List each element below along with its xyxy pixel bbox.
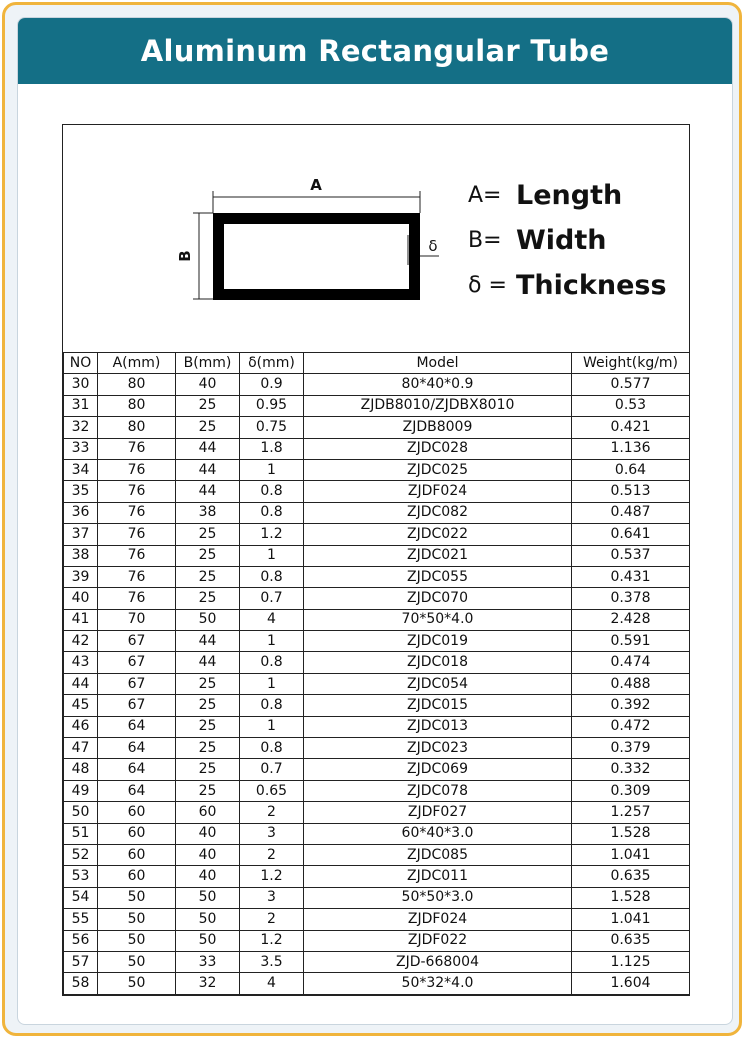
- cell-a: 76: [98, 545, 176, 566]
- table-row: [64, 566, 690, 587]
- cell-a: 67: [98, 631, 176, 652]
- header-a: A(mm): [98, 353, 176, 374]
- table-row: [64, 780, 690, 801]
- cell-weight: 2.428: [572, 609, 690, 630]
- cell-a: 64: [98, 738, 176, 759]
- cell-no: 40: [64, 588, 98, 609]
- header-no: NO: [64, 353, 98, 374]
- cell-model: ZJDC015: [304, 695, 572, 716]
- cell-weight: 0.379: [572, 738, 690, 759]
- title-banner: [18, 18, 732, 84]
- cell-delta: 1: [240, 459, 304, 480]
- legend-length: [468, 173, 667, 218]
- cell-a: 50: [98, 887, 176, 908]
- cell-no: 31: [64, 395, 98, 416]
- cell-no: 36: [64, 502, 98, 523]
- page-title: Aluminum Rectangular Tube: [140, 34, 610, 68]
- cell-delta: 3: [240, 823, 304, 844]
- cell-a: 67: [98, 652, 176, 673]
- cell-weight: 0.488: [572, 673, 690, 694]
- cell-model: ZJDC070: [304, 588, 572, 609]
- cell-no: 38: [64, 545, 98, 566]
- cell-a: 76: [98, 566, 176, 587]
- cell-no: 43: [64, 652, 98, 673]
- legend-width: [468, 218, 667, 263]
- table-row: [64, 973, 690, 994]
- cell-delta: 1: [240, 716, 304, 737]
- cell-delta: 1.2: [240, 930, 304, 951]
- cell-weight: 0.431: [572, 566, 690, 587]
- cell-b: 50: [176, 887, 240, 908]
- cell-weight: 0.577: [572, 374, 690, 395]
- cell-weight: 1.136: [572, 438, 690, 459]
- cell-weight: 0.635: [572, 866, 690, 887]
- cell-a: 64: [98, 716, 176, 737]
- cell-weight: 0.309: [572, 780, 690, 801]
- cell-a: 67: [98, 673, 176, 694]
- cell-model: 70*50*4.0: [304, 609, 572, 630]
- cell-model: ZJDC022: [304, 524, 572, 545]
- legend-word: Thickness: [516, 270, 667, 301]
- cell-no: 49: [64, 780, 98, 801]
- cell-b: 25: [176, 738, 240, 759]
- cell-model: ZJDC013: [304, 716, 572, 737]
- cell-b: 25: [176, 524, 240, 545]
- cell-delta: 2: [240, 802, 304, 823]
- legend-word: Width: [516, 225, 607, 256]
- cell-b: 25: [176, 673, 240, 694]
- cell-a: 80: [98, 417, 176, 438]
- cell-weight: 0.591: [572, 631, 690, 652]
- label-b: B: [176, 250, 194, 262]
- content-card: [17, 17, 733, 1025]
- page-frame: [2, 2, 742, 1036]
- cell-a: 76: [98, 524, 176, 545]
- cell-no: 46: [64, 716, 98, 737]
- cell-no: 54: [64, 887, 98, 908]
- cell-no: 45: [64, 695, 98, 716]
- cell-model: ZJDC023: [304, 738, 572, 759]
- cell-delta: 0.75: [240, 417, 304, 438]
- cell-b: 40: [176, 823, 240, 844]
- table-row: [64, 438, 690, 459]
- cell-no: 41: [64, 609, 98, 630]
- cell-model: ZJDC028: [304, 438, 572, 459]
- cell-b: 60: [176, 802, 240, 823]
- cell-delta: 0.65: [240, 780, 304, 801]
- cell-weight: 0.392: [572, 695, 690, 716]
- cell-no: 52: [64, 844, 98, 865]
- legend-symbol: δ =: [468, 273, 507, 298]
- label-a: A: [310, 176, 322, 194]
- cell-no: 51: [64, 823, 98, 844]
- cell-model: ZJDF024: [304, 909, 572, 930]
- cell-weight: 0.53: [572, 395, 690, 416]
- legend-thickness: [468, 263, 667, 308]
- cell-delta: 0.7: [240, 588, 304, 609]
- cell-weight: 0.641: [572, 524, 690, 545]
- cell-delta: 0.8: [240, 502, 304, 523]
- header-model: Model: [304, 353, 572, 374]
- cell-a: 76: [98, 459, 176, 480]
- spec-sheet: [62, 124, 690, 996]
- cross-section-diagram: [63, 125, 689, 350]
- cell-no: 47: [64, 738, 98, 759]
- cell-a: 50: [98, 909, 176, 930]
- cell-b: 25: [176, 588, 240, 609]
- cell-delta: 1: [240, 631, 304, 652]
- cell-model: ZJDC069: [304, 759, 572, 780]
- cell-a: 80: [98, 374, 176, 395]
- header-weight: Weight(kg/m): [572, 353, 690, 374]
- cell-no: 55: [64, 909, 98, 930]
- cell-weight: 0.378: [572, 588, 690, 609]
- cell-model: ZJDC078: [304, 780, 572, 801]
- spec-table: [63, 352, 690, 995]
- cell-weight: 1.041: [572, 844, 690, 865]
- cell-a: 60: [98, 802, 176, 823]
- cell-weight: 1.604: [572, 973, 690, 994]
- cell-a: 67: [98, 695, 176, 716]
- cell-weight: 1.125: [572, 951, 690, 972]
- cell-model: ZJDC021: [304, 545, 572, 566]
- cell-model: ZJDC055: [304, 566, 572, 587]
- cell-weight: 0.472: [572, 716, 690, 737]
- cell-delta: 1: [240, 545, 304, 566]
- cell-delta: 3.5: [240, 951, 304, 972]
- cell-no: 56: [64, 930, 98, 951]
- cell-weight: 0.332: [572, 759, 690, 780]
- cell-weight: 0.513: [572, 481, 690, 502]
- cell-model: ZJDC082: [304, 502, 572, 523]
- cell-model: 50*50*3.0: [304, 887, 572, 908]
- cell-weight: 0.487: [572, 502, 690, 523]
- cell-weight: 0.64: [572, 459, 690, 480]
- table-row: [64, 802, 690, 823]
- cell-a: 60: [98, 844, 176, 865]
- cell-delta: 1.8: [240, 438, 304, 459]
- cell-model: ZJDC019: [304, 631, 572, 652]
- cell-b: 25: [176, 395, 240, 416]
- cell-delta: 4: [240, 609, 304, 630]
- cell-delta: 1.2: [240, 866, 304, 887]
- cell-delta: 0.8: [240, 566, 304, 587]
- table-row: [64, 481, 690, 502]
- cell-b: 44: [176, 652, 240, 673]
- cell-model: 80*40*0.9: [304, 374, 572, 395]
- cell-b: 25: [176, 417, 240, 438]
- legend-symbol: A=: [468, 183, 502, 208]
- cell-a: 50: [98, 951, 176, 972]
- table-row: [64, 866, 690, 887]
- cell-a: 76: [98, 438, 176, 459]
- cell-model: ZJDF027: [304, 802, 572, 823]
- cell-weight: 1.528: [572, 887, 690, 908]
- cell-model: ZJDB8009: [304, 417, 572, 438]
- cell-b: 50: [176, 930, 240, 951]
- table-row: [64, 930, 690, 951]
- table-row: [64, 695, 690, 716]
- cell-b: 40: [176, 844, 240, 865]
- cell-b: 44: [176, 438, 240, 459]
- cell-model: ZJDB8010/ZJDBX8010: [304, 395, 572, 416]
- table-row: [64, 631, 690, 652]
- table-body: [64, 374, 690, 994]
- cell-no: 35: [64, 481, 98, 502]
- cell-b: 33: [176, 951, 240, 972]
- cell-no: 33: [64, 438, 98, 459]
- cell-model: ZJDF024: [304, 481, 572, 502]
- cell-delta: 0.9: [240, 374, 304, 395]
- cell-no: 57: [64, 951, 98, 972]
- table-row: [64, 609, 690, 630]
- cell-weight: 0.421: [572, 417, 690, 438]
- cell-b: 40: [176, 866, 240, 887]
- cell-a: 60: [98, 823, 176, 844]
- cell-b: 44: [176, 481, 240, 502]
- table-row: [64, 374, 690, 395]
- cell-no: 53: [64, 866, 98, 887]
- table-row: [64, 823, 690, 844]
- cell-delta: 0.8: [240, 738, 304, 759]
- label-delta: δ: [428, 237, 438, 255]
- cell-delta: 1: [240, 673, 304, 694]
- table-row: [64, 459, 690, 480]
- cell-no: 30: [64, 374, 98, 395]
- cell-b: 32: [176, 973, 240, 994]
- cell-b: 50: [176, 609, 240, 630]
- cell-no: 50: [64, 802, 98, 823]
- dimension-legend: [468, 173, 667, 308]
- table-row: [64, 844, 690, 865]
- cell-delta: 4: [240, 973, 304, 994]
- table-row: [64, 502, 690, 523]
- table-header-row: [64, 353, 690, 374]
- cell-weight: 1.528: [572, 823, 690, 844]
- cell-a: 50: [98, 930, 176, 951]
- cell-b: 25: [176, 695, 240, 716]
- cell-no: 34: [64, 459, 98, 480]
- cell-a: 76: [98, 481, 176, 502]
- table-row: [64, 652, 690, 673]
- cell-a: 76: [98, 502, 176, 523]
- cell-b: 25: [176, 780, 240, 801]
- cell-b: 25: [176, 545, 240, 566]
- cell-model: ZJDC054: [304, 673, 572, 694]
- cell-model: ZJDC011: [304, 866, 572, 887]
- cell-no: 48: [64, 759, 98, 780]
- header-delta: δ(mm): [240, 353, 304, 374]
- cell-a: 80: [98, 395, 176, 416]
- cell-weight: 0.474: [572, 652, 690, 673]
- table-row: [64, 395, 690, 416]
- cell-delta: 2: [240, 909, 304, 930]
- legend-word: Length: [516, 180, 623, 211]
- cell-a: 50: [98, 973, 176, 994]
- cell-delta: 0.8: [240, 481, 304, 502]
- cell-delta: 0.8: [240, 695, 304, 716]
- cell-b: 44: [176, 459, 240, 480]
- cell-no: 58: [64, 973, 98, 994]
- cell-a: 60: [98, 866, 176, 887]
- cell-b: 50: [176, 909, 240, 930]
- cell-weight: 1.041: [572, 909, 690, 930]
- cell-b: 38: [176, 502, 240, 523]
- cell-delta: 0.8: [240, 652, 304, 673]
- cell-a: 64: [98, 780, 176, 801]
- legend-symbol: B=: [468, 228, 502, 253]
- cell-delta: 1.2: [240, 524, 304, 545]
- cell-no: 32: [64, 417, 98, 438]
- table-row: [64, 951, 690, 972]
- cell-delta: 3: [240, 887, 304, 908]
- cell-delta: 0.7: [240, 759, 304, 780]
- cell-a: 76: [98, 588, 176, 609]
- cell-weight: 0.537: [572, 545, 690, 566]
- table-row: [64, 759, 690, 780]
- table-row: [64, 588, 690, 609]
- tube-section-shape: [219, 219, 415, 295]
- cell-weight: 0.635: [572, 930, 690, 951]
- cell-b: 25: [176, 566, 240, 587]
- cell-model: ZJDC085: [304, 844, 572, 865]
- cell-no: 39: [64, 566, 98, 587]
- table-row: [64, 524, 690, 545]
- table-row: [64, 738, 690, 759]
- cell-no: 44: [64, 673, 98, 694]
- cell-b: 25: [176, 759, 240, 780]
- cell-weight: 1.257: [572, 802, 690, 823]
- cell-model: ZJDF022: [304, 930, 572, 951]
- cell-model: ZJD-668004: [304, 951, 572, 972]
- cell-b: 40: [176, 374, 240, 395]
- table-row: [64, 716, 690, 737]
- cell-no: 37: [64, 524, 98, 545]
- cell-a: 70: [98, 609, 176, 630]
- cell-model: 50*32*4.0: [304, 973, 572, 994]
- table-row: [64, 673, 690, 694]
- cell-no: 42: [64, 631, 98, 652]
- table-row: [64, 909, 690, 930]
- cell-model: 60*40*3.0: [304, 823, 572, 844]
- cell-model: ZJDC025: [304, 459, 572, 480]
- cell-b: 25: [176, 716, 240, 737]
- cell-delta: 0.95: [240, 395, 304, 416]
- header-b: B(mm): [176, 353, 240, 374]
- table-row: [64, 887, 690, 908]
- table-row: [64, 417, 690, 438]
- cell-b: 44: [176, 631, 240, 652]
- cell-a: 64: [98, 759, 176, 780]
- cell-model: ZJDC018: [304, 652, 572, 673]
- table-row: [64, 545, 690, 566]
- cell-delta: 2: [240, 844, 304, 865]
